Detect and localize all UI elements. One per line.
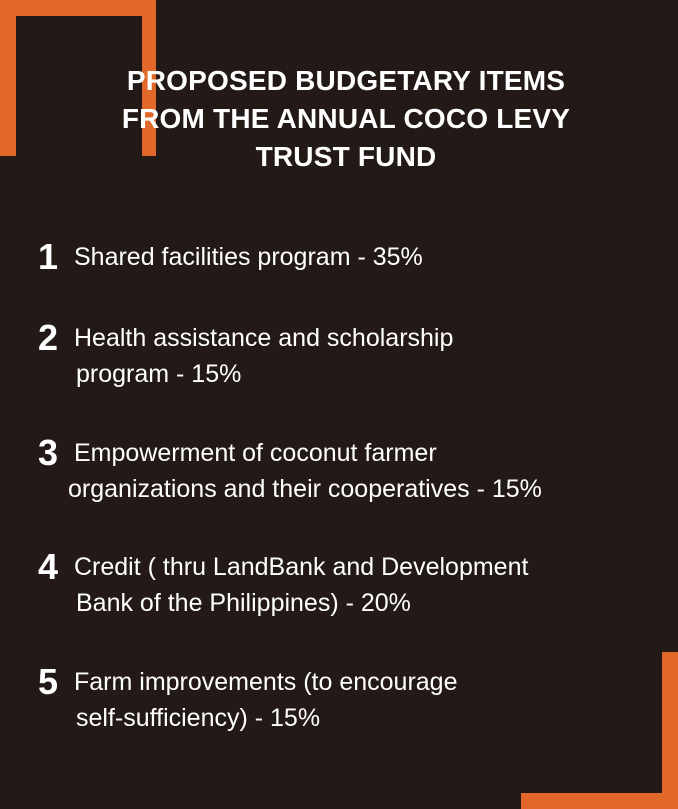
title-line-3: TRUST FUND: [255, 141, 437, 172]
item-number: 4: [38, 546, 59, 587]
item-number: 3: [38, 432, 59, 473]
item-number: 1: [38, 236, 59, 277]
bottom-right-frame-vertical: [662, 652, 678, 809]
item-text-line-2: organizations and their cooperatives - 15%: [68, 475, 542, 503]
page-title: [40, 62, 652, 176]
item-text-line-2: Bank of the Philippines) - 20%: [76, 589, 411, 617]
item-text-line-1: Empowerment of coconut farmer: [74, 439, 437, 467]
bottom-right-frame-horizontal: [521, 793, 678, 809]
item-text-line-1: Farm improvements (to encourage: [74, 668, 458, 696]
item-number: 2: [38, 317, 59, 358]
item-text-line-1: Shared facilities program - 35%: [74, 243, 423, 271]
item-text-line-1: Credit ( thru LandBank and Development: [74, 553, 529, 581]
bottom-right-corner-frame: [521, 652, 678, 809]
item-text-line-2: program - 15%: [76, 360, 242, 388]
title-line-1: PROPOSED BUDGETARY ITEMS: [126, 65, 566, 96]
title-line-2: FROM THE ANNUAL COCO LEVY: [121, 103, 571, 134]
top-left-corner-frame-edge: [0, 16, 16, 156]
item-text-line-2: self-sufficiency) - 15%: [76, 704, 321, 732]
item-text-line-1: Health assistance and scholarship: [74, 324, 454, 352]
item-number: 5: [38, 661, 59, 702]
